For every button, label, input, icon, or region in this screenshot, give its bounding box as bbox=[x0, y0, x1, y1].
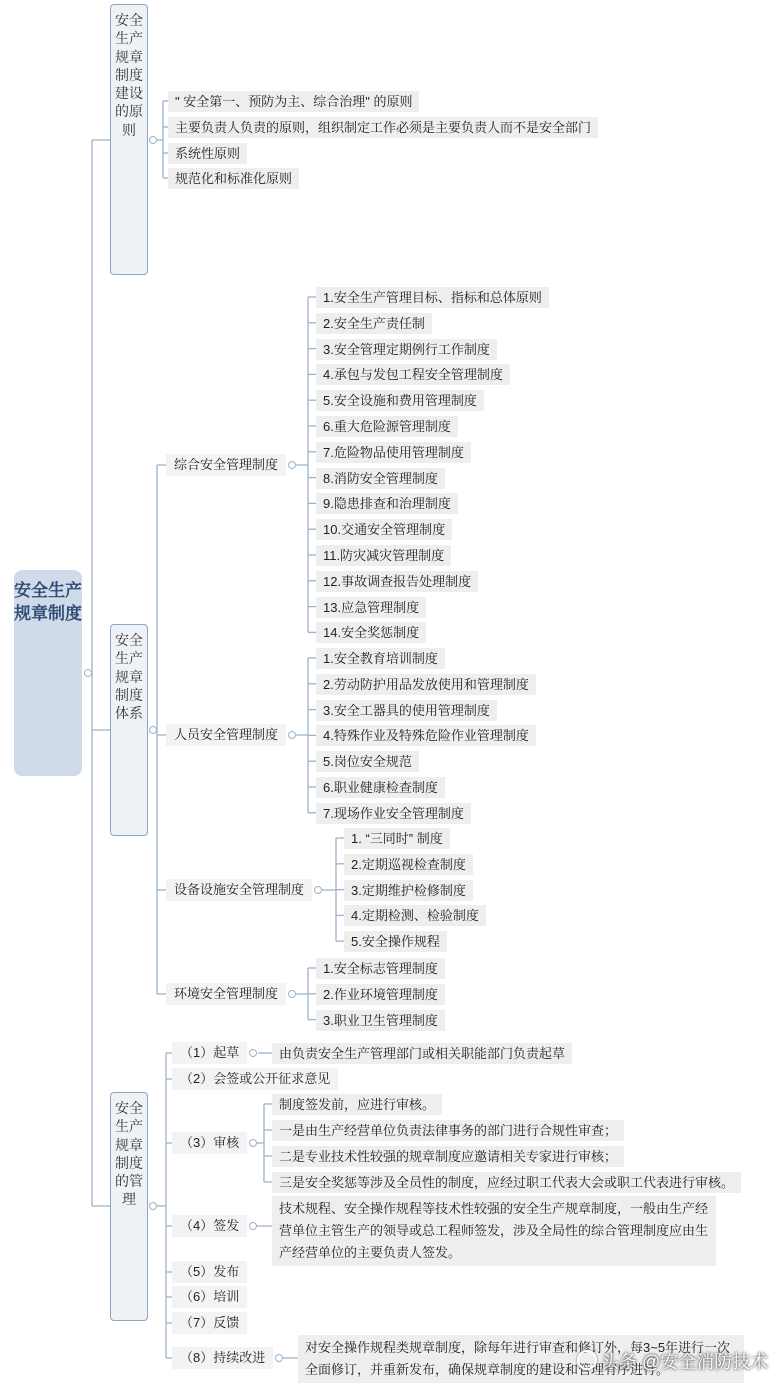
system-item: 7.危险物品使用管理制度 bbox=[316, 442, 471, 463]
system-item: 3.定期维护检修制度 bbox=[344, 880, 473, 901]
collapse-toggle-icon[interactable] bbox=[249, 1222, 257, 1230]
system-item: 14.安全奖惩制度 bbox=[316, 622, 426, 643]
collapse-toggle-icon[interactable] bbox=[275, 1354, 283, 1362]
management-step[interactable]: （1）起草 bbox=[172, 1042, 247, 1064]
system-item: 2.劳动防护用品发放使用和管理制度 bbox=[316, 674, 536, 695]
management-step[interactable]: （3）审核 bbox=[172, 1132, 247, 1154]
watermark-text: 头条 @安全消防技术 bbox=[601, 1352, 769, 1372]
system-item: 13.应急管理制度 bbox=[316, 597, 426, 618]
management-step[interactable]: （5）发布 bbox=[172, 1261, 247, 1283]
system-item: 2.安全生产责任制 bbox=[316, 313, 432, 334]
system-item: 5.安全设施和费用管理制度 bbox=[316, 390, 484, 411]
system-item: 1. “三同时” 制度 bbox=[344, 828, 450, 849]
system-item: 1.安全教育培训制度 bbox=[316, 648, 445, 669]
system-item: 3.安全管理定期例行工作制度 bbox=[316, 339, 497, 360]
principle-item: 规范化和标准化原则 bbox=[168, 168, 299, 189]
review-detail: 三是安全奖惩等涉及全员性的制度，应经过职工代表大会或职工代表进行审核。 bbox=[272, 1172, 741, 1193]
management-step[interactable]: （6）培训 bbox=[172, 1286, 247, 1308]
system-item: 12.事故调查报告处理制度 bbox=[316, 571, 478, 592]
collapse-toggle-icon[interactable] bbox=[249, 1139, 257, 1147]
section-topic-1[interactable]: 安全生产规章制度建设的原则 bbox=[110, 4, 148, 275]
collapse-toggle-icon[interactable] bbox=[149, 136, 157, 144]
collapse-toggle-icon[interactable] bbox=[149, 1202, 157, 1210]
system-item: 1.安全生产管理目标、指标和总体原则 bbox=[316, 287, 549, 308]
category-topic[interactable]: 人员安全管理制度 bbox=[166, 724, 286, 746]
review-detail: 二是专业技术性较强的规章制度应邀请相关专家进行审核； bbox=[272, 1146, 624, 1167]
category-topic[interactable]: 环境安全管理制度 bbox=[166, 983, 286, 1005]
system-item: 5.岗位安全规范 bbox=[316, 751, 419, 772]
collapse-toggle-icon[interactable] bbox=[288, 461, 296, 469]
management-step[interactable]: （4）签发 bbox=[172, 1215, 247, 1237]
collapse-toggle-icon[interactable] bbox=[249, 1049, 257, 1057]
system-item: 6.职业健康检查制度 bbox=[316, 777, 445, 798]
system-item: 1.安全标志管理制度 bbox=[316, 958, 445, 979]
system-item: 5.安全操作规程 bbox=[344, 931, 447, 952]
collapse-toggle-icon[interactable] bbox=[314, 886, 322, 894]
system-item: 2.作业环境管理制度 bbox=[316, 984, 445, 1005]
management-step[interactable]: （8）持续改进 bbox=[172, 1347, 273, 1369]
management-step[interactable]: （2）会签或公开征求意见 bbox=[172, 1068, 338, 1090]
system-item: 8.消防安全管理制度 bbox=[316, 468, 445, 489]
system-item: 11.防灾减灾管理制度 bbox=[316, 545, 451, 566]
management-step[interactable]: （7）反馈 bbox=[172, 1312, 247, 1334]
section-topic-2[interactable]: 安全生产规章制度体系 bbox=[110, 624, 148, 836]
category-topic[interactable]: 综合安全管理制度 bbox=[166, 454, 286, 476]
system-item: 7.现场作业安全管理制度 bbox=[316, 803, 471, 824]
system-item: 3.安全工器具的使用管理制度 bbox=[316, 700, 497, 721]
watermark bbox=[577, 1348, 768, 1374]
category-topic[interactable]: 设备设施安全管理制度 bbox=[166, 879, 312, 901]
system-item: 2.定期巡视检查制度 bbox=[344, 854, 473, 875]
signing-detail: 技术规程、安全操作规程等技术性较强的安全生产规章制度，一般由生产经营单位主管生产的领导或总工程师签发，涉及全局性的综合管理制度应由生产经营单位的主要负责人签发。 bbox=[272, 1196, 716, 1266]
improvement-detail: 对安全操作规程类规章制度，除每年进行审查和修订外，每3~5年进行一次全面修订，并重新发布，确保规章制度的建设和管理有序进行。 bbox=[298, 1335, 744, 1383]
system-item: 4.承包与发包工程安全管理制度 bbox=[316, 364, 510, 385]
review-detail: 制度签发前，应进行审核。 bbox=[272, 1094, 442, 1115]
principle-item: 系统性原则 bbox=[168, 143, 247, 164]
collapse-toggle-icon[interactable] bbox=[149, 726, 157, 734]
root-topic[interactable]: 安全生产规章制度 bbox=[14, 570, 82, 776]
system-item: 3.职业卫生管理制度 bbox=[316, 1010, 445, 1031]
principle-item: " 安全第一、预防为主、综合治理" 的原则 bbox=[168, 91, 419, 112]
system-item: 6.重大危险源管理制度 bbox=[316, 416, 458, 437]
collapse-toggle-icon[interactable] bbox=[84, 669, 92, 677]
system-item: 10.交通安全管理制度 bbox=[316, 519, 452, 540]
watermark-logo-icon bbox=[577, 1350, 597, 1370]
review-detail: 一是由生产经营单位负责法律事务的部门进行合规性审查； bbox=[272, 1120, 624, 1141]
principle-item: 主要负责人负责的原则，组织制定工作必须是主要负责人而不是安全部门 bbox=[168, 117, 598, 138]
system-item: 4.特殊作业及特殊危险作业管理制度 bbox=[316, 725, 536, 746]
section-topic-3[interactable]: 安全生产规章制度的管理 bbox=[110, 1092, 148, 1321]
system-item: 4.定期检测、检验制度 bbox=[344, 905, 486, 926]
collapse-toggle-icon[interactable] bbox=[288, 731, 296, 739]
collapse-toggle-icon[interactable] bbox=[288, 990, 296, 998]
step-detail: 由负责安全生产管理部门或相关职能部门负责起草 bbox=[272, 1043, 572, 1064]
system-item: 9.隐患排查和治理制度 bbox=[316, 493, 458, 514]
